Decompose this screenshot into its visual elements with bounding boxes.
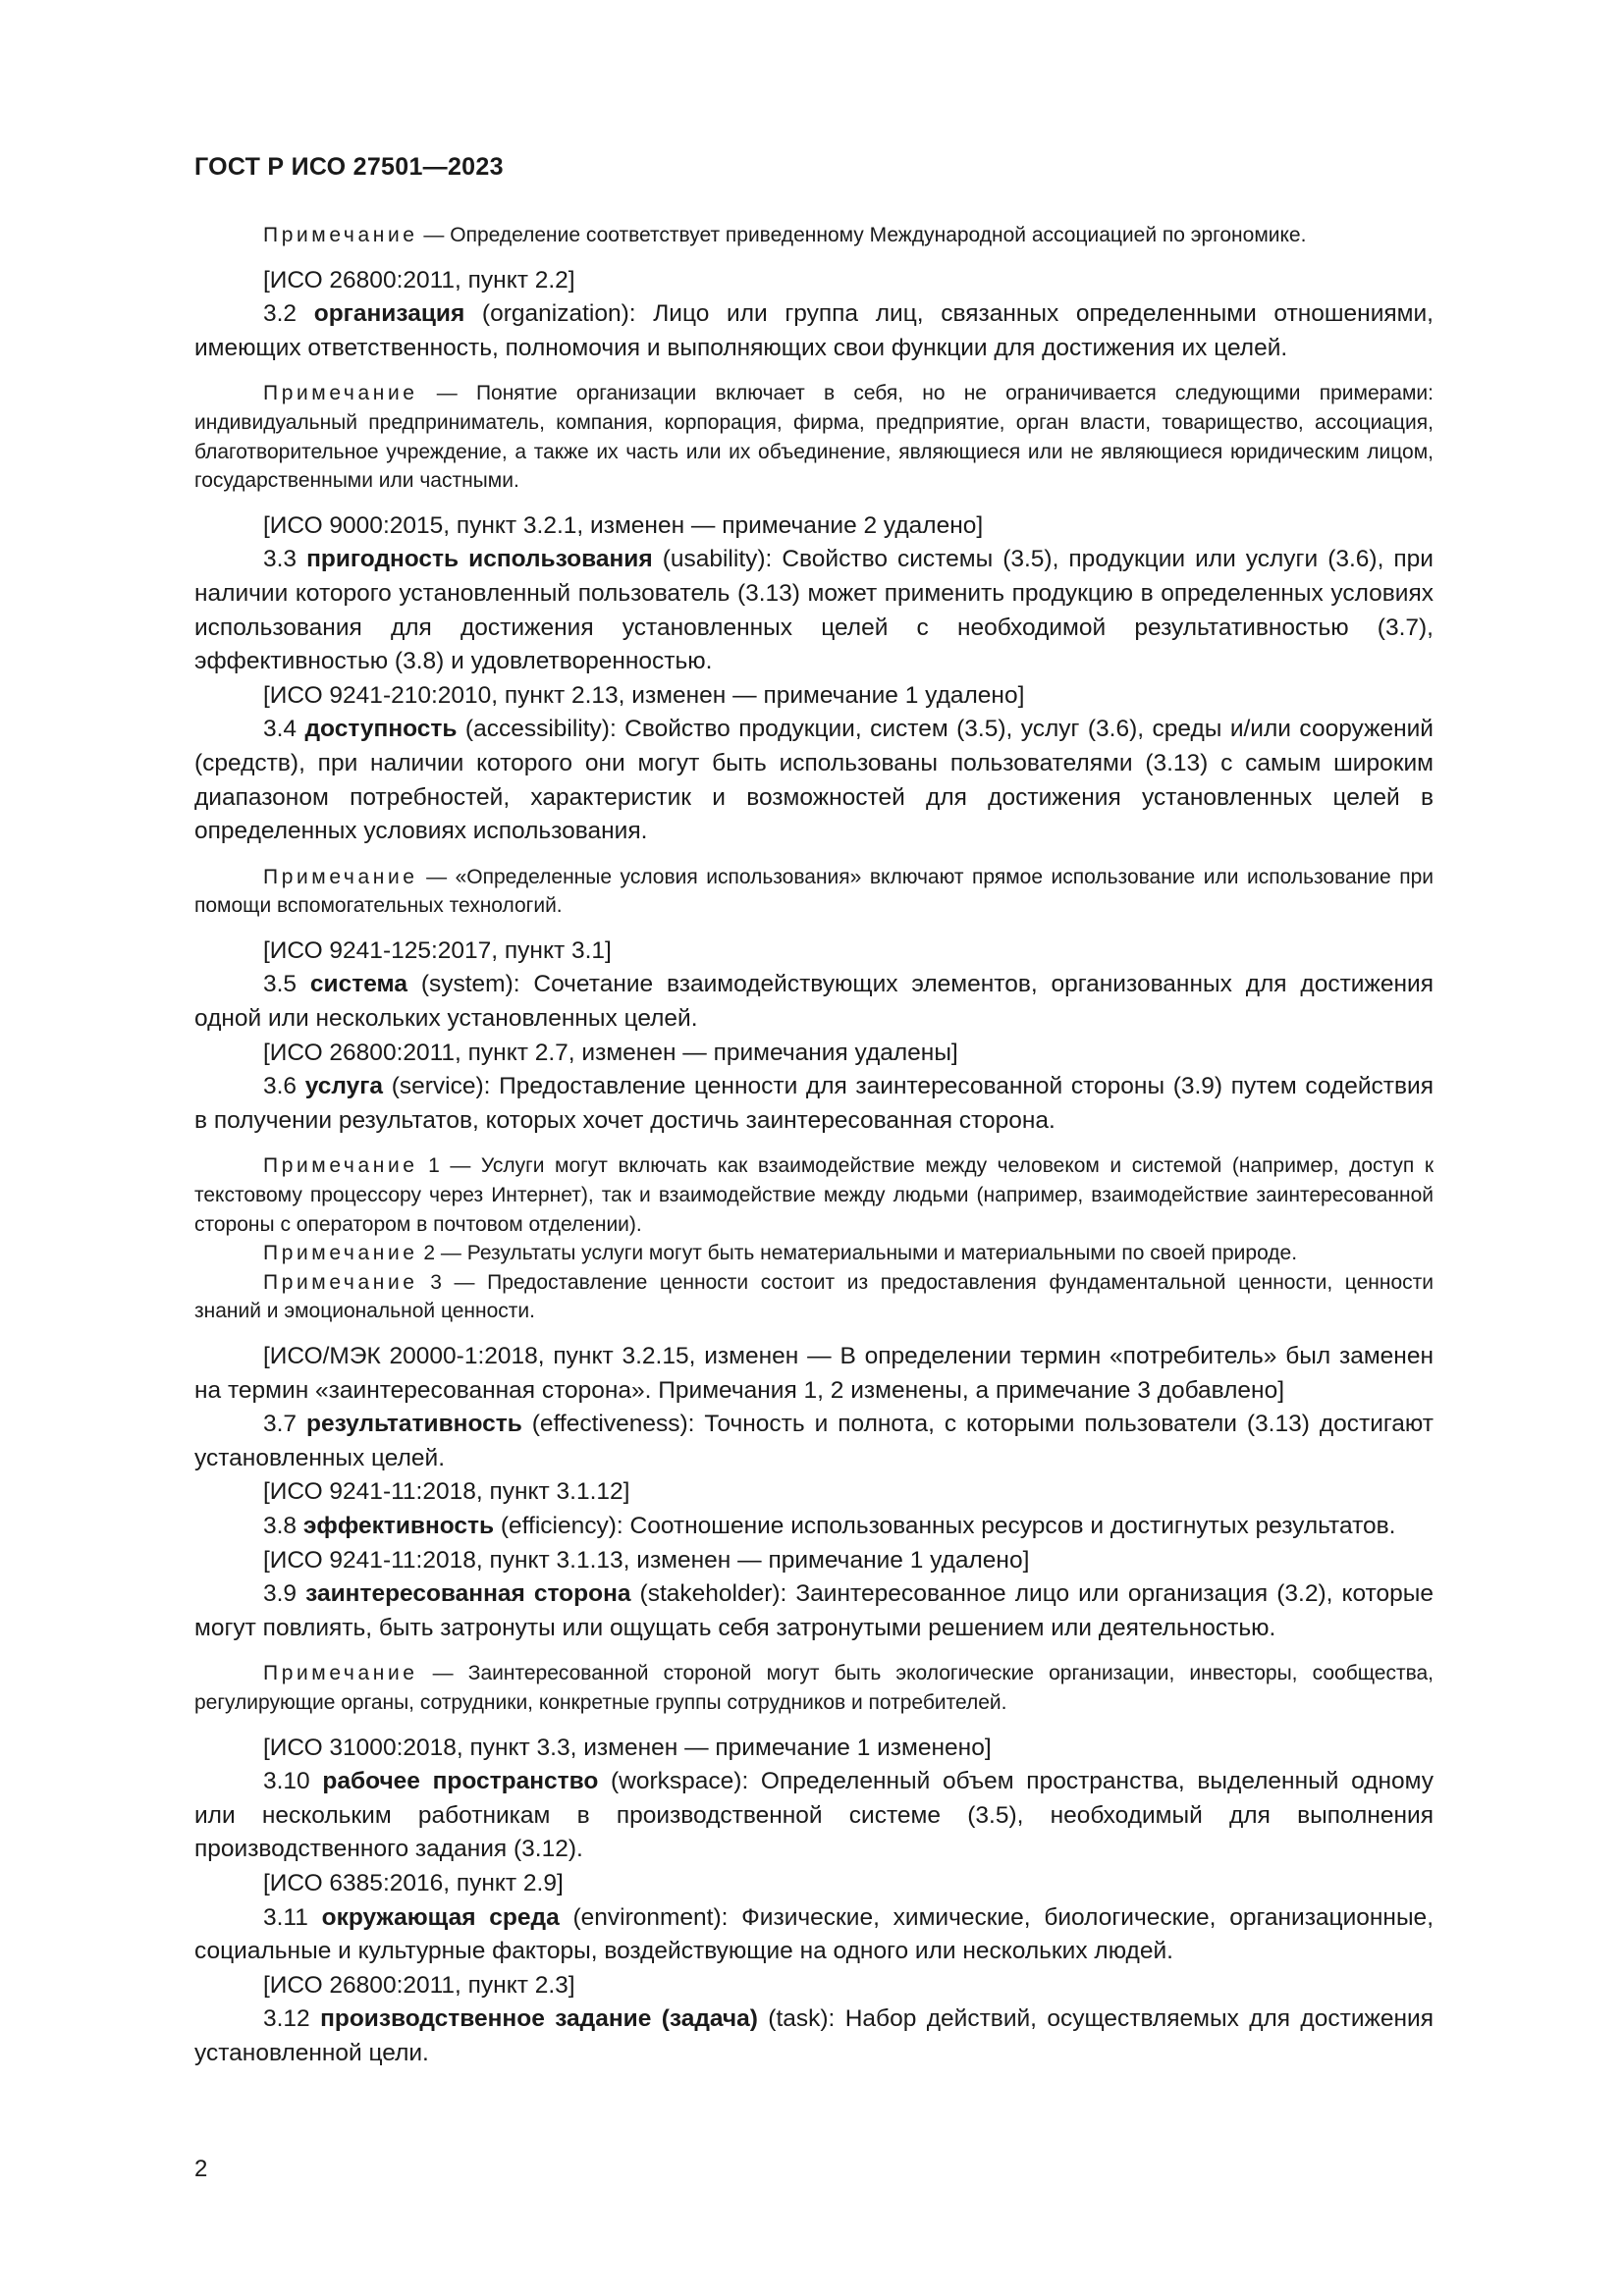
note-label: Примечание: [263, 1270, 418, 1294]
source-reference: [ИСО 9000:2015, пункт 3.2.1, изменен — примечание 2 удалено]: [263, 511, 984, 539]
note-text: — Понятие организации включает в себя, но не ограничивается следующими примерами: индивидуальный предприниматель, компания, корпорация, фирма, предприятие, орган власти, товарищество, ассоциация, благотворительное учреждение, а также их часть или их объединение, являющиеся или не являющиеся юридическим лицом, государственными или частными.: [194, 382, 1434, 493]
note-paragraph: [194, 221, 1434, 250]
term-name: окружающая среда: [321, 1903, 560, 1931]
term-number: 3.3: [263, 546, 307, 573]
source-reference: [ИСО/МЭК 20000-1:2018, пункт 3.2.15, изменен — В определении термин «потребитель» был заменен на термин «заинтересованная сторона». Примечания 1, 2 изменены, а примечание 3 добавлено]: [194, 1343, 1434, 1404]
term-name: доступность: [304, 716, 458, 743]
note-text: — Результаты услуги могут быть нематериальными и материальными по своей природе.: [435, 1242, 1298, 1265]
term-definition: [194, 297, 1434, 365]
note-label: Примечание: [263, 1662, 418, 1685]
page-number: 2: [194, 2156, 208, 2182]
term-definition: [194, 968, 1434, 1036]
source-reference: [ИСО 31000:2018, пункт 3.3, изменен — примечание 1 изменено]: [263, 1734, 992, 1761]
term-number: 3.2: [263, 300, 314, 328]
term-definition: [194, 1070, 1434, 1138]
term-definition: [194, 713, 1434, 848]
note-paragraph: [194, 863, 1434, 921]
term-name: заинтересованная сторона: [305, 1580, 631, 1608]
term-number: 3.11: [263, 1903, 322, 1931]
term-text: (environment): Физические, химические, биологические, организационные, социальные и культурные факторы, воздействующие на одного или нескольких людей.: [194, 1903, 1434, 1965]
source-reference: [ИСО 26800:2011, пункт 2.2]: [263, 266, 575, 294]
note-label: Примечание: [263, 1154, 418, 1178]
note-paragraph: [194, 379, 1434, 495]
term-name: результативность: [306, 1411, 522, 1438]
term-text: (task): Набор действий, осуществляемых для достижения установленной цели.: [194, 2005, 1434, 2066]
term-number: 3.9: [263, 1580, 306, 1608]
term-name: рабочее пространство: [322, 1768, 599, 1795]
term-number: 3.12: [263, 2005, 321, 2033]
note-number: 2: [417, 1242, 436, 1265]
note-number: 1: [417, 1154, 440, 1178]
source-reference: [ИСО 9241-125:2017, пункт 3.1]: [263, 936, 612, 964]
term-name: система: [309, 971, 407, 998]
note-label: Примечание: [263, 865, 418, 888]
note-label: Примечание: [263, 224, 418, 246]
source-reference: [ИСО 9241-11:2018, пункт 3.1.12]: [263, 1478, 630, 1506]
term-name: эффективность: [302, 1512, 495, 1539]
term-number: 3.7: [263, 1411, 306, 1438]
source-reference: [ИСО 26800:2011, пункт 2.7, изменен — примечания удалены]: [263, 1039, 958, 1066]
source-reference: [ИСО 6385:2016, пункт 2.9]: [263, 1869, 564, 1896]
note-text: — Заинтересованной стороной могут быть экологические организации, инвесторы, сообщества, регулирующие органы, сотрудники, конкретные группы сотрудников и потребителей.: [194, 1662, 1434, 1714]
term-text: (stakeholder): Заинтересованное лицо или организация (3.2), которые могут повлиять, быть затронуты или ощущать себя затронутыми решением или деятельностью.: [194, 1580, 1434, 1641]
note-text: — Услуги могут включать как взаимодействие между человеком и системой (например, доступ к текстовому процессору через Интернет), так и взаимодействие между людьми (например, взаимодействие заинтересованной стороны с оператором в почтовом отделении).: [194, 1154, 1435, 1236]
term-text: (usability): Свойство системы (3.5), продукции или услуги (3.6), при наличии которого установленный пользователь (3.13) может применить продукцию в определенных условиях использования для достижения установленных целей с необходимой результативностью (3.7), эффективностью (3.8) и удовлетворенностью.: [194, 546, 1434, 675]
note-label: Примечание: [263, 382, 418, 405]
term-name: организация: [313, 300, 465, 328]
term-number: 3.5: [263, 971, 310, 998]
note-number: 3: [417, 1270, 442, 1294]
term-name: производственное задание (задача): [320, 2005, 758, 2033]
note-paragraph: [194, 1659, 1434, 1717]
term-definition: [194, 1510, 1434, 1544]
note-paragraph: [194, 1239, 1434, 1268]
term-name: пригодность использования: [306, 546, 653, 573]
term-definition: [194, 1901, 1434, 1969]
term-text: (service): Предоставление ценности для заинтересованной стороны (3.9) путем содействия в получении результатов, которых хочет достичь заинтересованная сторона.: [194, 1073, 1434, 1134]
source-reference: [ИСО 9241-11:2018, пункт 3.1.13, изменен — примечание 1 удалено]: [263, 1546, 1030, 1574]
term-definition: [194, 1408, 1434, 1475]
term-number: 3.6: [263, 1073, 305, 1100]
term-definition: [194, 543, 1434, 678]
term-text: (workspace): Определенный объем пространства, выделенный одному или нескольким работникам в производственной системе (3.5), необходимый для выполнения производственного задания (3.12).: [194, 1768, 1434, 1863]
term-number: 3.4: [263, 716, 305, 743]
term-text: (accessibility): Свойство продукции, систем (3.5), услуг (3.6), среды и/или сооружений (средств), при наличии которого они могут быть использованы пользователями (3.13) с самым широким диапазоном потребностей, характеристик и возможностей для достижения установленных целей в определенных условиях использования.: [194, 716, 1434, 845]
term-number: 3.8: [263, 1512, 303, 1539]
term-definition: [194, 1577, 1434, 1645]
term-number: 3.10: [263, 1768, 323, 1795]
term-text: (effectiveness): Точность и полнота, с которыми пользователи (3.13) достигают установленных целей.: [194, 1411, 1434, 1471]
term-text: (system): Сочетание взаимодействующих элементов, организованных для достижения одной или нескольких установленных целей.: [194, 971, 1434, 1033]
term-name: услуга: [304, 1073, 384, 1100]
source-reference: [ИСО 26800:2011, пункт 2.3]: [263, 1971, 575, 1999]
note-text: — Определение соответствует приведенному Международной ассоциацией по эргономике.: [417, 224, 1307, 246]
term-text: (efficiency): Соотношение использованных ресурсов и достигнутых результатов.: [494, 1512, 1396, 1539]
document-body: [194, 221, 1434, 2070]
note-paragraph: [194, 1268, 1434, 1326]
term-text: (organization): Лицо или группа лиц, связанных определенными отношениями, имеющих ответственность, полномочия и выполняющих свои функции для достижения их целей.: [194, 300, 1434, 361]
note-paragraph: [194, 1151, 1434, 1239]
term-definition: [194, 2002, 1434, 2070]
note-label: Примечание: [263, 1242, 418, 1265]
source-reference: [ИСО 9241-210:2010, пункт 2.13, изменен — примечание 1 удалено]: [263, 681, 1025, 709]
note-text: — Предоставление ценности состоит из предоставления фундаментальной ценности, ценности знаний и эмоциональной ценности.: [194, 1270, 1434, 1323]
note-text: — «Определенные условия использования» включают прямое использование или использование при помощи вспомогательных технологий.: [194, 865, 1434, 918]
page-header-title: ГОСТ Р ИСО 27501—2023: [194, 153, 504, 181]
term-definition: [194, 1765, 1434, 1867]
